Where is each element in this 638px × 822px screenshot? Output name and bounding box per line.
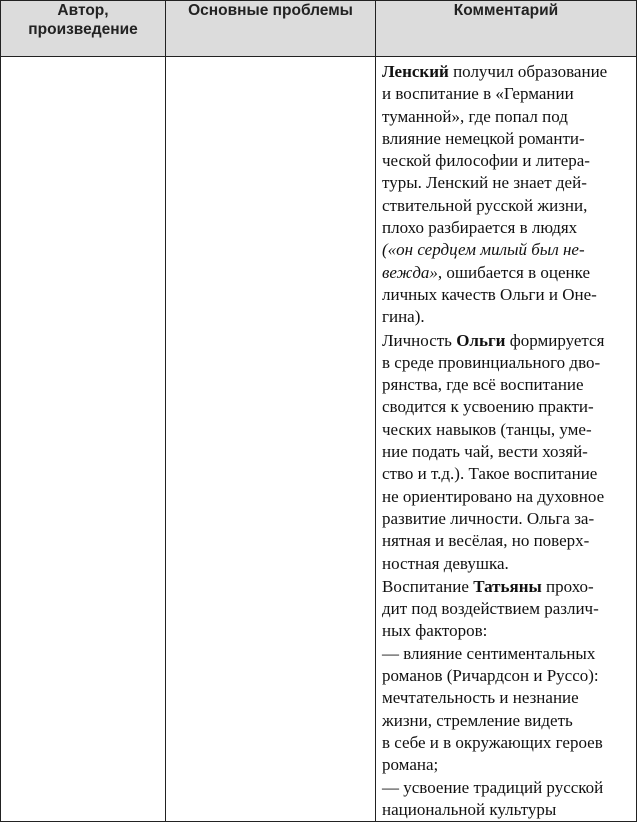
paragraph-olga — [382, 330, 634, 575]
text-line: в себе и в окружающих героев — [382, 732, 603, 752]
text-line: в среде провинциального дво- — [382, 352, 601, 372]
text-line: ческой философии и литера- — [382, 151, 590, 171]
name-tatyana: Татьяны — [473, 576, 542, 596]
header-main-problems — [166, 1, 376, 57]
text-line: нятная и весёлая, но поверх- — [382, 531, 590, 551]
text-line: ных факторов: — [382, 621, 488, 641]
header-problems-label: Основные проблемы — [188, 2, 353, 19]
text-line: сводится к усвоению практи- — [382, 397, 594, 417]
text-line: дит под воздействием различ- — [382, 599, 599, 619]
text-line: — влияние сентиментальных — [382, 643, 596, 663]
table-header-row — [1, 1, 637, 57]
cell-author-work — [1, 57, 166, 822]
paragraph-tatyana — [382, 576, 634, 821]
header-comment-label: Комментарий — [453, 2, 559, 19]
header-author-work — [1, 1, 166, 57]
text-line: Воспитание Татьяны прохо- — [382, 576, 594, 596]
text-line: личных качеств Ольги и Оне- — [382, 284, 597, 304]
text-line: национальной культуры — [382, 799, 557, 819]
text-line: ностная девушка. — [382, 553, 509, 573]
text-line: Личность Ольги формируется — [382, 330, 605, 350]
text-line: не ориентировано на духовное — [382, 486, 605, 506]
paragraph-lensky — [382, 61, 634, 329]
header-author-line2: произведение — [28, 21, 138, 38]
text-line: развитие личности. Ольга за- — [382, 508, 595, 528]
text-line: ческих навыков (танцы, уме- — [382, 419, 592, 439]
quote-end: вежда» — [382, 262, 438, 282]
text-line-quote: («он сердцем милый был не- — [382, 240, 585, 260]
text-line: туры. Ленский не знает дей- — [382, 173, 587, 193]
text-line: туманной», где попал под — [382, 106, 568, 126]
text-line: вежда», ошибается в оценке — [382, 262, 591, 282]
comment-text — [376, 57, 636, 821]
cell-comment — [376, 57, 637, 822]
text-line: плохо разбирается в людях — [382, 218, 578, 238]
name-lensky: Ленский — [382, 62, 449, 81]
text-line: романов (Ричардсон и Руссо): — [382, 666, 599, 686]
text-line: и воспитание в «Германии — [382, 84, 574, 104]
text-line: ние подать чай, вести хозяй- — [382, 442, 588, 462]
text-line: мечтательность и незнание — [382, 688, 579, 708]
text-line: жизни, стремление видеть — [382, 710, 573, 730]
cell-main-problems — [166, 57, 376, 822]
text-line: романа; — [382, 755, 439, 775]
text-line: влияние немецкой романти- — [382, 128, 585, 148]
text-line: рянства, где всё воспитание — [382, 375, 584, 395]
table-row — [1, 57, 637, 822]
text-line: гина). — [382, 307, 425, 327]
text-line: ствительной русской жизни, — [382, 195, 588, 215]
text-line: Ленский получил образование — [382, 62, 608, 81]
text-line: ство и т.д.). Такое воспитание — [382, 464, 598, 484]
name-olga: Ольги — [456, 330, 506, 350]
header-author-line1: Автор, — [57, 2, 109, 19]
header-comment — [376, 1, 637, 57]
text-line: — усвоение традиций русской — [382, 777, 604, 797]
